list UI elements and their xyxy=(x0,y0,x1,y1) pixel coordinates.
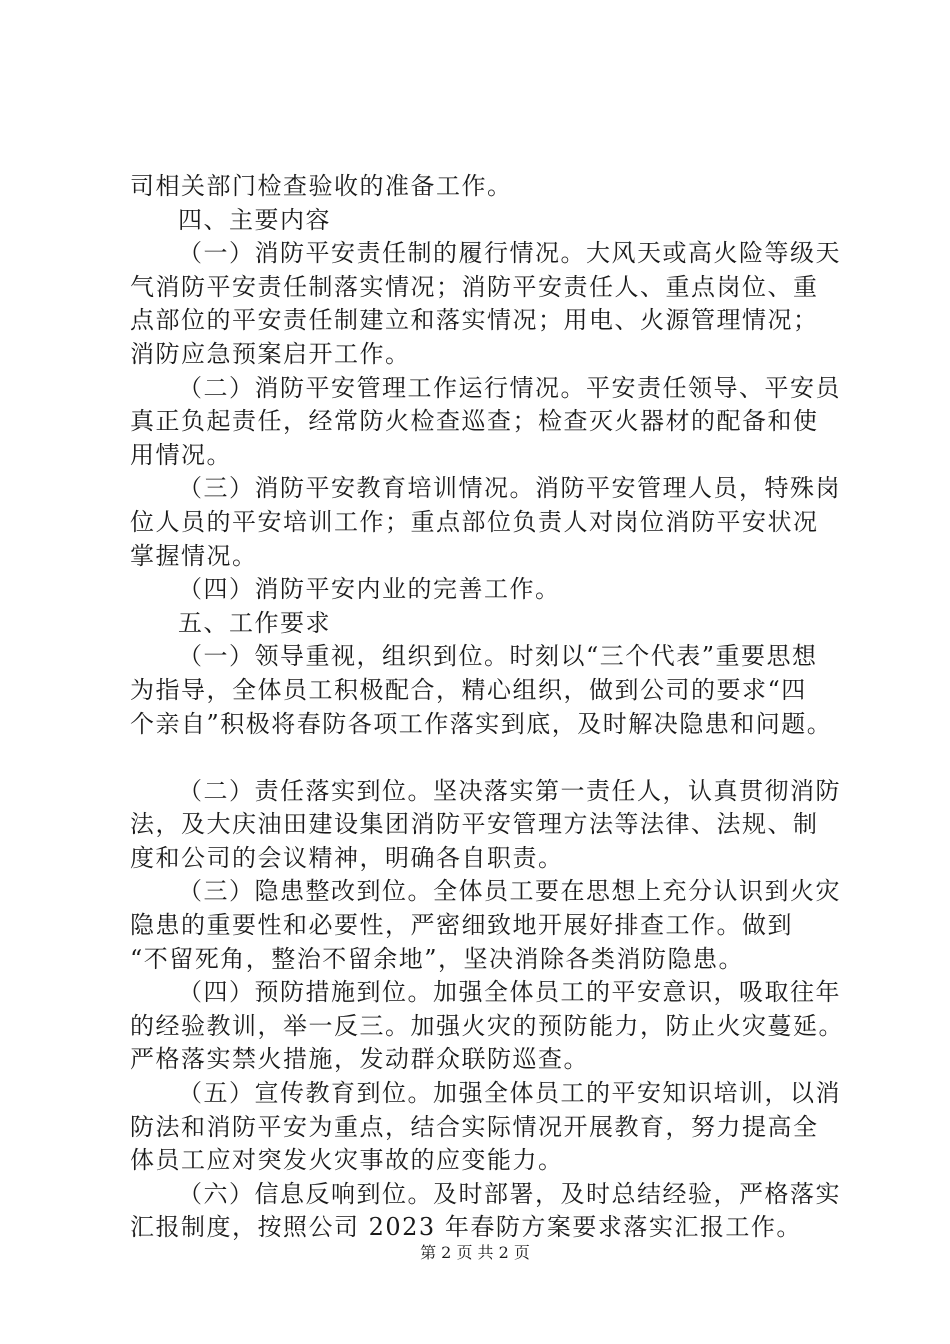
text-line: 四、主要内容 xyxy=(178,205,331,234)
text-line: （二）责任落实到位。坚决落实第一责任人，认真贯彻消防 xyxy=(178,776,841,805)
text-line: 消防应急预案启开工作。 xyxy=(130,339,411,368)
blank-line xyxy=(130,741,850,775)
text-line: （六）信息反响到位。及时部署，及时总结经验，严格落实 xyxy=(178,1179,841,1208)
text-line: 司相关部门检查验收的准备工作。 xyxy=(130,172,513,200)
text-line: 气消防平安责任制落实情况；消防平安责任人、重点岗位、重 xyxy=(130,272,819,301)
text-line: 点部位的平安责任制建立和落实情况；用电、火源管理情况； xyxy=(130,306,819,335)
text-line: 个亲自”积极将春防各项工作落实到底，及时解决隐患和问题。 xyxy=(130,709,833,738)
text-line: 防法和消防平安为重点，结合实际情况开展教育，努力提高全 xyxy=(130,1112,819,1141)
document-body xyxy=(130,170,850,1245)
text-line: 用情况。 xyxy=(130,440,232,469)
text-line: （三）消防平安教育培训情况。消防平安管理人员，特殊岗 xyxy=(178,474,841,503)
text-line: 位人员的平安培训工作；重点部位负责人对岗位消防平安状况 xyxy=(130,507,819,536)
text-line: （二）消防平安管理工作运行情况。平安责任领导、平安员 xyxy=(178,373,841,402)
text-line: 度和公司的会议精神，明确各自职责。 xyxy=(130,843,564,872)
text-line: 体员工应对突发火灾事故的应变能力。 xyxy=(130,1146,564,1175)
text-line: 汇报制度，按照公司 2023 年春防方案要求落实汇报工作。 xyxy=(130,1213,802,1242)
text-line: 的经验教训，举一反三。加强火灾的预防能力，防止火灾蔓延。 xyxy=(130,1011,844,1040)
text-line: 严格落实禁火措施，发动群众联防巡查。 xyxy=(130,1045,589,1074)
text-line: 真正负起责任，经常防火检查巡查；检查灭火器材的配备和使 xyxy=(130,407,819,436)
text-line: 五、工作要求 xyxy=(178,608,331,637)
text-line: 法，及大庆油田建设集团消防平安管理方法等法律、法规、制 xyxy=(130,810,819,839)
text-line: 为指导，全体员工积极配合，精心组织，做到公司的要求“四 xyxy=(130,675,807,704)
text-line: （三）隐患整改到位。全体员工要在思想上充分认识到火灾 xyxy=(178,877,841,906)
text-line: （四）预防措施到位。加强全体员工的平安意识，吸取往年 xyxy=(178,978,841,1007)
page-footer: 第 2 页 共 2 页 xyxy=(420,1243,530,1262)
text-line: （一）消防平安责任制的履行情况。大风天或高火险等级天 xyxy=(178,239,841,268)
text-line: 隐患的重要性和必要性，严密细致地开展好排查工作。做到 xyxy=(130,911,793,940)
text-line: 掌握情况。 xyxy=(130,541,258,570)
text-line: “不留死角，整治不留余地”，坚决消除各类消防隐患。 xyxy=(130,944,745,973)
text-line: （一）领导重视，组织到位。时刻以“三个代表”重要思想 xyxy=(178,642,818,671)
text-line: （四）消防平安内业的完善工作。 xyxy=(178,575,561,604)
text-line: （五）宣传教育到位。加强全体员工的平安知识培训，以消 xyxy=(178,1079,841,1108)
